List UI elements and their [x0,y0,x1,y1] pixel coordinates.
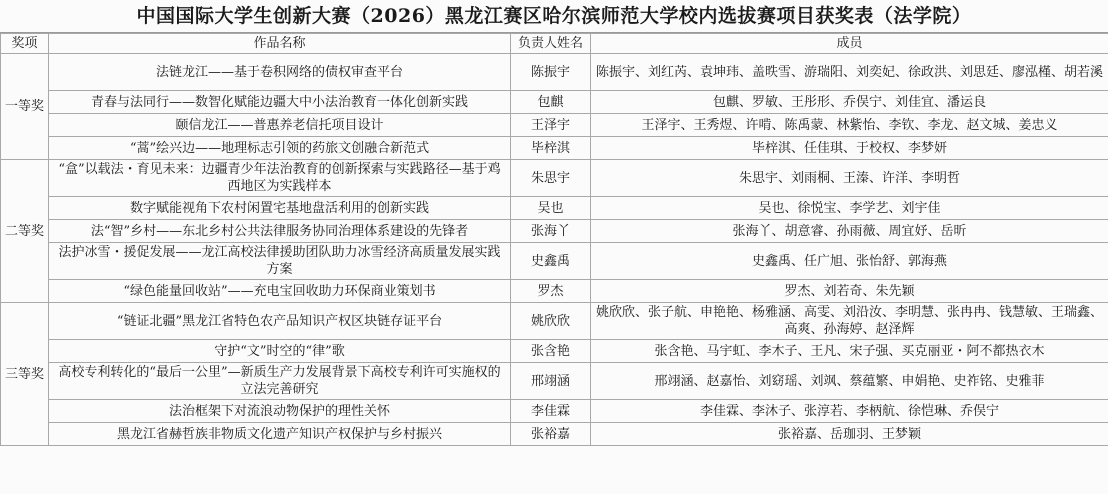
project-leader: 邢翊涵 [511,363,591,400]
award-table [0,33,1108,446]
table-row [1,160,1108,197]
project-leader: 李佳霖 [511,400,591,423]
project-name: 高校专利转化的“最后一公里”—新质生产力发展背景下高校专利许可实施权的立法完善研究 [49,363,511,400]
project-name: “蒿”绘兴边——地理标志引领的药旅文创融合新范式 [49,137,511,160]
project-leader: 姚欣欣 [511,303,591,340]
project-members: 毕梓淇、任佳琪、于校权、李梦妍 [591,137,1108,160]
header-leader: 负责人姓名 [511,34,591,54]
project-name: “盒”以载法・育见未来：边疆青少年法治教育的创新探索与实践路径—基于鸡西地区为实践样本 [49,160,511,197]
table-row [1,363,1108,400]
table-row [1,400,1108,423]
project-members: 张含艳、马宇虹、李木子、王凡、宋子强、买克丽亚・阿不都热衣木 [591,340,1108,363]
sheet-title: 中国国际大学生创新大赛（2026）黑龙江赛区哈尔滨师范大学校内选拔赛项目获奖表（法学院） [0,0,1108,33]
project-leader: 吴也 [511,197,591,220]
project-name: 法“智”乡村——东北乡村公共法律服务协同治理体系建设的先锋者 [49,220,511,243]
project-leader: 张含艳 [511,340,591,363]
table-row [1,220,1108,243]
project-name: 法护冰雪・援促发展——龙江高校法律援助团队助力冰雪经济高质量发展实践方案 [49,243,511,280]
project-members: 包麒、罗敏、王彤形、乔俣宁、刘佳宜、潘运良 [591,91,1108,114]
project-name: 数字赋能视角下农村闲置宅基地盘活利用的创新实践 [49,197,511,220]
project-members: 罗杰、刘若奇、朱先颖 [591,280,1108,303]
project-leader: 朱思宇 [511,160,591,197]
project-members: 史鑫禹、任广旭、张怡舒、郭海燕 [591,243,1108,280]
header-award: 奖项 [1,34,49,54]
table-row [1,137,1108,160]
project-leader: 张裕嘉 [511,423,591,446]
table-row [1,340,1108,363]
project-name: “绿色能量回收站”——充电宝回收助力环保商业策划书 [49,280,511,303]
project-leader: 包麒 [511,91,591,114]
project-members: 张裕嘉、岳珈羽、王梦颖 [591,423,1108,446]
project-name: 法链龙江——基于卷积网络的债权审查平台 [49,54,511,91]
table-row [1,197,1108,220]
award-level-first: 一等奖 [1,54,49,160]
table-row [1,423,1108,446]
table-row [1,114,1108,137]
project-name: 颐信龙江——普惠养老信托项目设计 [49,114,511,137]
table-row [1,280,1108,303]
project-name: “链证北疆”黑龙江省特色农产品知识产权区块链存证平台 [49,303,511,340]
table-row [1,243,1108,280]
project-name: 青春与法同行——数智化赋能边疆大中小法治教育一体化创新实践 [49,91,511,114]
header-row [1,34,1108,54]
project-members: 吴也、徐悦宝、李学艺、刘宇佳 [591,197,1108,220]
project-members: 邢翊涵、赵嘉怡、刘窈瑶、刘飒、蔡蕴繁、申娟艳、史祚铭、史雅菲 [591,363,1108,400]
project-name: 黑龙江省赫哲族非物质文化遗产知识产权保护与乡村振兴 [49,423,511,446]
project-name: 守护“文”时空的“律”歌 [49,340,511,363]
project-members: 张海丫、胡意睿、孙雨薇、周宜妤、岳昕 [591,220,1108,243]
award-level-third: 三等奖 [1,303,49,446]
award-level-second: 二等奖 [1,160,49,303]
project-members: 朱思宇、刘雨桐、王溱、许洋、李明哲 [591,160,1108,197]
project-leader: 罗杰 [511,280,591,303]
project-leader: 毕梓淇 [511,137,591,160]
project-members: 李佳霖、李沐子、张淳若、李柄航、徐恺琳、乔俣宁 [591,400,1108,423]
header-members: 成员 [591,34,1108,54]
table-row [1,303,1108,340]
header-project-name: 作品名称 [49,34,511,54]
project-members: 陈振宇、刘红芮、袁坤玮、盖昳雪、游瑞阳、刘奕妃、徐政洪、刘思廷、廖泓槿、胡若溪 [591,54,1108,91]
table-row [1,54,1108,91]
project-leader: 陈振宇 [511,54,591,91]
project-members: 姚欣欣、张子航、申艳艳、杨雅涵、高雯、刘沿汝、李明慧、张冉冉、钱慧敏、王瑞鑫、高爽、孙海婷、赵泽辉 [591,303,1108,340]
project-name: 法治框架下对流浪动物保护的理性关怀 [49,400,511,423]
project-leader: 王泽宇 [511,114,591,137]
project-members: 王泽宇、王秀煜、许啃、陈禹蒙、林紫怡、李钦、李龙、赵文城、姜忠义 [591,114,1108,137]
table-row [1,91,1108,114]
project-leader: 张海丫 [511,220,591,243]
project-leader: 史鑫禹 [511,243,591,280]
